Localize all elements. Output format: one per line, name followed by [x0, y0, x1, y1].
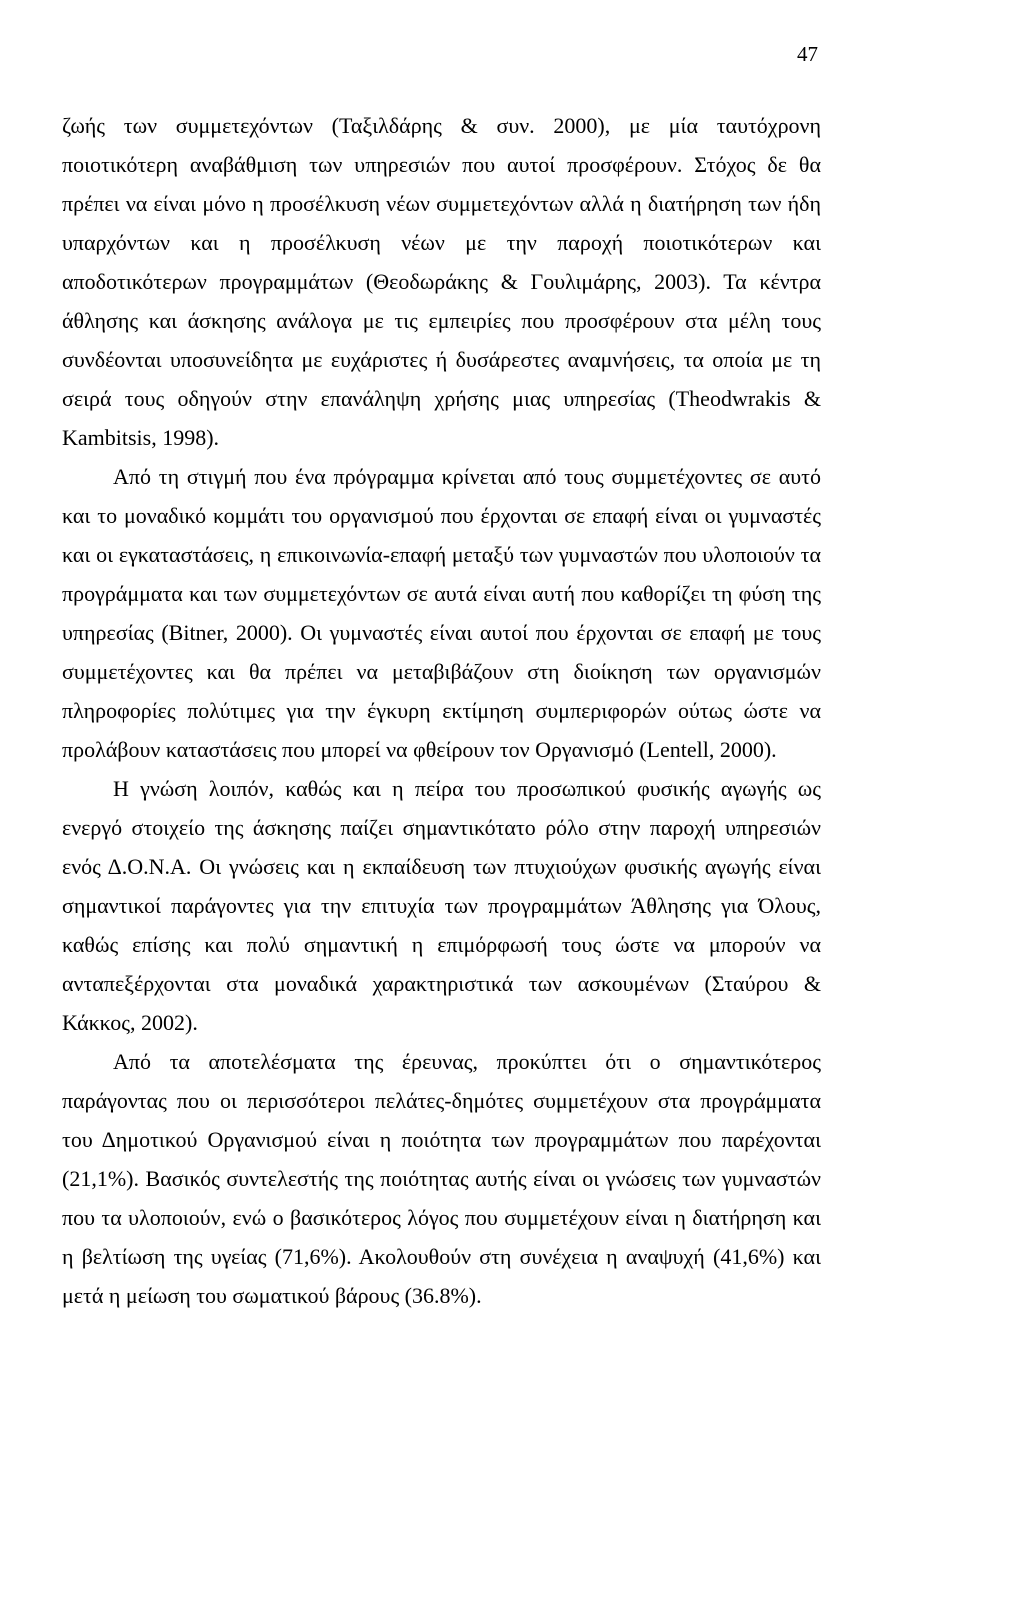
document-body [62, 106, 821, 1315]
paragraph-4: Από τα αποτελέσματα της έρευνας, προκύπτει ότι ο σημαντικότερος παράγοντας που οι περισσότεροι πελάτες-δημότες συμμετέχουν στα προγράμματα του Δημοτικού Οργανισμού είναι η ποιότητα των προγραμμάτων που παρέχονται (21,1%). Βασικός συντελεστής της ποιότητας αυτής είναι οι γνώσεις των γυμναστών που τα υλοποιούν, ενώ ο βασικότερος λόγος που συμμετέχουν είναι η διατήρηση και η βελτίωση της υγείας (71,6%). Ακολουθούν στη συνέχεια η αναψυχή (41,6%) και μετά η μείωση του σωματικού βάρους (36.8%). [62, 1049, 821, 1308]
paragraph-2: Από τη στιγμή που ένα πρόγραμμα κρίνεται από τους συμμετέχοντες σε αυτό και το μοναδικό κομμάτι του οργανισμού που έρχονται σε επαφή είναι οι γυμναστές και οι εγκαταστάσεις, η επικοινωνία-επαφή μεταξύ των γυμναστών που υλοποιούν τα προγράμματα και των συμμετεχόντων σε αυτά είναι αυτή που καθορίζει τη φύση της υπηρεσίας (Bitner, 2000). Οι γυμναστές είναι αυτοί που έρχονται σε επαφή με τους συμμετέχοντες και θα πρέπει να μεταβιβάζουν στη διοίκηση των οργανισμών πληροφορίες πολύτιμες για την έγκυρη εκτίμηση συμπεριφορών ούτως ώστε να προλάβουν καταστάσεις που μπορεί να φθείρουν τον Οργανισμό (Lentell, 2000). [62, 464, 821, 762]
paragraph-1: ζωής των συμμετεχόντων (Ταξιλδάρης & συν. 2000), με μία ταυτόχρονη ποιοτικότερη αναβάθμιση των υπηρεσιών που αυτοί προσφέρουν. Στόχος δε θα πρέπει να είναι μόνο η προσέλκυση νέων συμμετεχόντων αλλά η διατήρηση των ήδη υπαρχόντων και η προσέλκυση νέων με την παροχή ποιοτικότερων και αποδοτικότερων προγραμμάτων (Θεοδωράκης & Γουλιμάρης, 2003). Τα κέντρα άθλησης και άσκησης ανάλογα με τις εμπειρίες που προσφέρουν στα μέλη τους συνδέονται υποσυνείδητα με ευχάριστες ή δυσάρεστες αναμνήσεις, τα οποία με τη σειρά τους οδηγούν στην επανάληψη χρήσης μιας υπηρεσίας (Theodwrakis & Kambitsis, 1998). [62, 113, 821, 450]
paragraph-3: Η γνώση λοιπόν, καθώς και η πείρα του προσωπικού φυσικής αγωγής ως ενεργό στοιχείο της άσκησης παίζει σημαντικότατο ρόλο στην παροχή υπηρεσιών ενός Δ.Ο.Ν.Α. Οι γνώσεις και η εκπαίδευση των πτυχιούχων φυσικής αγωγής είναι σημαντικοί παράγοντες για την επιτυχία των προγραμμάτων Άθλησης για Όλους, καθώς επίσης και πολύ σημαντική η επιμόρφωσή τους ώστε να μπορούν να ανταπεξέρχονται στα μοναδικά χαρακτηριστικά των ασκουμένων (Σταύρου & Κάκκος, 2002). [62, 776, 821, 1035]
page-number: 47 [797, 42, 818, 66]
